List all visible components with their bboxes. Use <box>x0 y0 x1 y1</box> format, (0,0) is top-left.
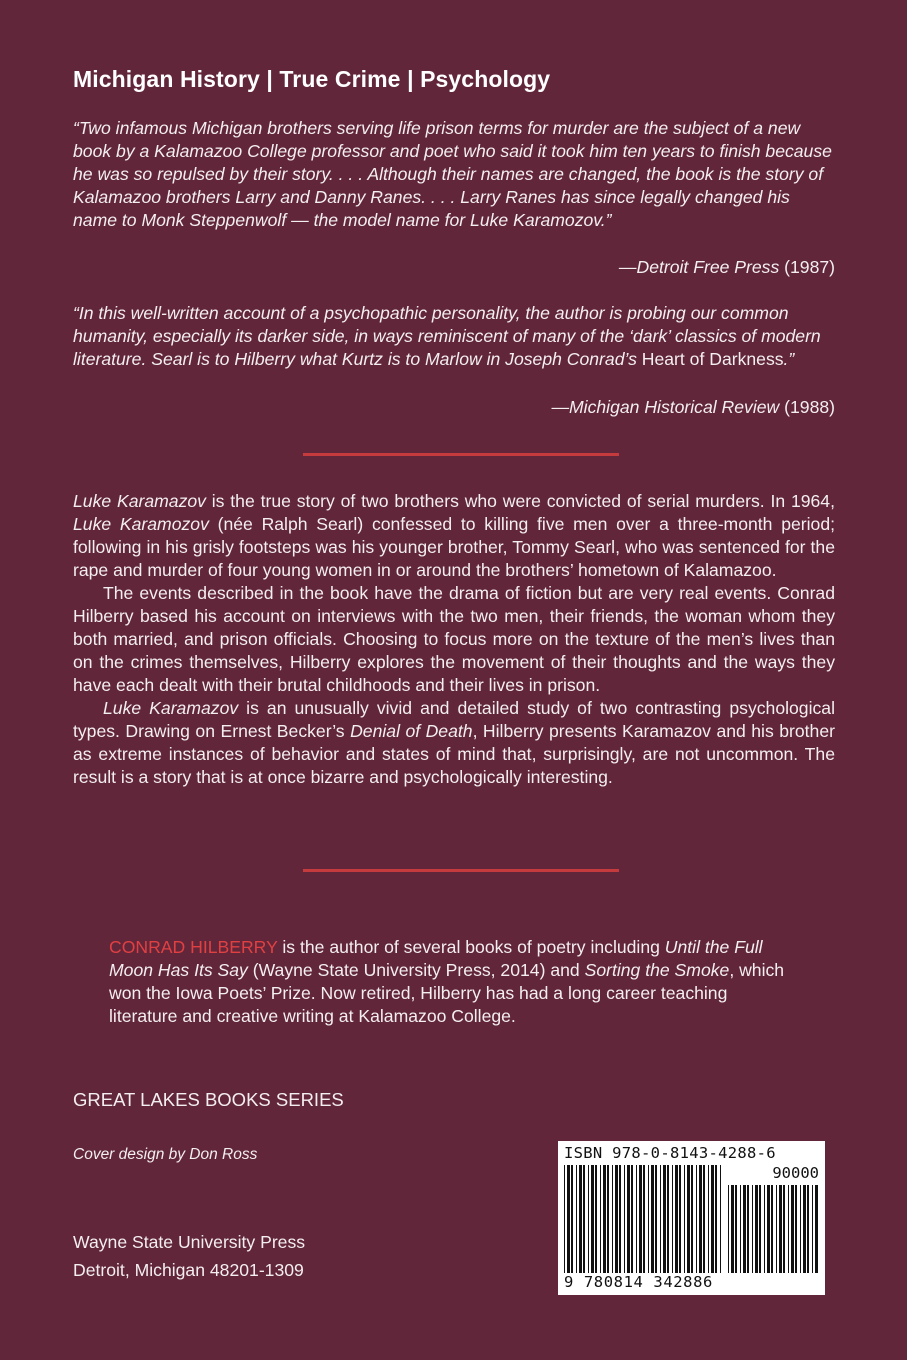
barcode-bar <box>776 1185 777 1273</box>
barcode-bar <box>687 1165 690 1273</box>
book-title: Luke Karamazov <box>103 698 239 718</box>
price-barcode-bars <box>728 1185 820 1273</box>
barcode-bar <box>603 1165 606 1273</box>
barcode-bar <box>728 1185 729 1273</box>
barcode-bar <box>747 1185 749 1273</box>
barcode-bar <box>755 1185 758 1273</box>
divider-bottom <box>303 869 619 872</box>
price-code: 90000 <box>772 1164 819 1182</box>
ean-barcode-bars <box>564 1165 724 1273</box>
book-description <box>73 490 835 789</box>
barcode-bar <box>648 1165 649 1273</box>
barcode-bar <box>675 1165 678 1273</box>
barcode-bar <box>619 1165 621 1273</box>
barcode-bar <box>667 1165 669 1273</box>
barcode-bar <box>788 1185 789 1273</box>
barcode-bar <box>591 1165 594 1273</box>
book-title: Luke Karamazov <box>73 491 206 511</box>
attribution-source: Detroit Free Press <box>636 257 780 277</box>
barcode-bar <box>815 1185 818 1273</box>
barcode-bar <box>684 1165 685 1273</box>
barcode-bar <box>588 1165 589 1273</box>
barcode-bar <box>564 1165 565 1273</box>
barcode-bar <box>612 1165 613 1273</box>
cover-design-credit: Cover design by Don Ross <box>73 1146 258 1163</box>
barcode-bar <box>651 1165 654 1273</box>
attribution-year: (1987) <box>779 257 835 277</box>
barcode-bar <box>791 1185 794 1273</box>
bio-book-title: Until the Full Moon Has Its Say <box>109 937 763 980</box>
quote-text: “In this well-written account of a psychopathic personality, the author is probing our common humanity, especially its darker side, in ways reminiscent of many of the ‘dark’ classics of modern literature. Searl is to Hilberry what Kurtz is to Marlow in Joseph Conrad’s <box>73 303 821 369</box>
barcode-bar <box>708 1165 709 1273</box>
barcode-bar <box>743 1185 746 1273</box>
barcode-bar <box>636 1165 637 1273</box>
barcode-bar <box>767 1185 770 1273</box>
barcode-bar <box>759 1185 761 1273</box>
barcode-bar <box>567 1165 570 1273</box>
barcode-bar <box>771 1185 773 1273</box>
review-quote-1: “Two infamous Michigan brothers serving life prison terms for murder are the subject of a new book by a Kalamazoo College professor and poet who said it took him ten years to finish because he was so repulsed by their story. . . . Although their names are changed, the book is the story of Kalamazoo brothers Larry and Danny Ranes. . . . Larry Ranes has since legally changed his name to Monk Steppenwolf — the model name for Luke Karamozov.” <box>73 118 832 230</box>
barcode-bar <box>731 1185 734 1273</box>
barcode-bar <box>615 1165 618 1273</box>
paragraph-text: , Hilberry presents Karamazov and his brother as extreme instances of behavior and states of mind that, surprisingly, are not uncommon. The result is a story that is at once bizarre and psychologically interesting. <box>73 721 835 787</box>
barcode-bar <box>807 1185 809 1273</box>
barcode-bar <box>624 1165 625 1273</box>
barcode-bar <box>627 1165 630 1273</box>
divider-top <box>303 453 619 456</box>
publisher-name: Wayne State University Press <box>73 1232 306 1252</box>
book-title: Luke Karamozov <box>73 514 209 534</box>
description-paragraph-3 <box>73 697 835 789</box>
barcode-bar <box>679 1165 681 1273</box>
barcode-bar <box>631 1165 633 1273</box>
attribution-source: Michigan Historical Review <box>569 397 780 417</box>
barcode-bar <box>696 1165 697 1273</box>
category-heading: Michigan History | True Crime | Psychology <box>73 66 551 92</box>
bio-book-title: Sorting the Smoke <box>584 960 730 980</box>
description-paragraph-1 <box>73 490 835 582</box>
barcode-bar <box>579 1165 582 1273</box>
barcode-bar <box>643 1165 645 1273</box>
barcode-bar <box>783 1185 785 1273</box>
isbn-label: ISBN 978-0-8143-4288-6 <box>564 1144 776 1162</box>
review-attribution-1 <box>619 257 835 278</box>
barcode-bar <box>663 1165 666 1273</box>
barcode-bar <box>779 1185 782 1273</box>
bio-text: is the author of several books of poetry including <box>277 937 665 957</box>
attribution-dash: — <box>551 397 570 417</box>
publisher-address: Detroit, Michigan 48201-1309 <box>73 1260 304 1280</box>
attribution-dash: — <box>618 257 637 277</box>
barcode-bar <box>691 1165 693 1273</box>
paragraph-text: (née Ralph Searl) confessed to killing five men over a three-month period; following in his grisly footsteps was his younger brother, Tommy Searl, who was sentenced for the rape and murder of four young women in or around the brothers’ hometown of Kalamazoo. <box>73 514 835 580</box>
barcode-bar <box>600 1165 601 1273</box>
isbn-digits: 9 780814 342886 <box>564 1273 713 1291</box>
description-paragraph-2: The events described in the book have the drama of fiction but are very real events. Conrad Hilberry based his account on interviews with the two men, their friends, the woman whom they both married, and prison officials. Choosing to focus more on the texture of the men’s lives than on the crimes themselves, Hilberry explores the movement of their thoughts and the ways they have each dealt with their brutal childhoods and their lives in prison. <box>73 583 835 695</box>
barcode-bar <box>571 1165 573 1273</box>
barcode-bar <box>595 1165 597 1273</box>
series-label: GREAT LAKES BOOKS SERIES <box>73 1089 344 1110</box>
bio-text: , which won the Iowa Poets’ Prize. Now retired, Hilberry has had a long career teaching literature and creative writing at Kalamazoo College. <box>109 960 785 1026</box>
barcode-bar <box>764 1185 765 1273</box>
barcode-bar <box>752 1185 753 1273</box>
paragraph-text: is an unusually vivid and detailed study of two contrasting psychological types. Drawing on Ernest Becker’s <box>73 698 835 741</box>
barcode-bar <box>583 1165 585 1273</box>
barcode-bar <box>812 1185 813 1273</box>
bio-text: (Wayne State University Press, 2014) and <box>247 960 585 980</box>
review-attribution-2 <box>551 397 835 418</box>
quote-book-title: Heart of Darkness <box>641 349 784 369</box>
barcode-bar <box>735 1185 737 1273</box>
publisher-block <box>73 1228 305 1284</box>
paragraph-text: is the true story of two brothers who were convicted of serial murders. In 1964, <box>205 491 835 511</box>
barcode-bar <box>660 1165 661 1273</box>
barcode-bar <box>711 1165 714 1273</box>
isbn-barcode <box>558 1141 825 1295</box>
barcode-bar <box>576 1165 577 1273</box>
barcode-bar <box>715 1165 717 1273</box>
barcode-bar <box>655 1165 657 1273</box>
barcode-bar <box>795 1185 797 1273</box>
review-quote-2 <box>73 302 835 371</box>
quote-text-end: .” <box>783 349 795 369</box>
author-name: CONRAD HILBERRY <box>109 937 278 957</box>
barcode-bar <box>699 1165 702 1273</box>
barcode-bar <box>639 1165 642 1273</box>
barcode-bar <box>607 1165 609 1273</box>
barcode-bar <box>740 1185 741 1273</box>
barcode-bar <box>703 1165 705 1273</box>
barcode-bar <box>800 1185 801 1273</box>
barcode-bar <box>803 1185 806 1273</box>
barcode-bar <box>672 1165 673 1273</box>
author-bio <box>109 936 799 1028</box>
attribution-year: (1988) <box>779 397 835 417</box>
barcode-bar <box>720 1165 721 1273</box>
referenced-book-title: Denial of Death <box>350 721 473 741</box>
